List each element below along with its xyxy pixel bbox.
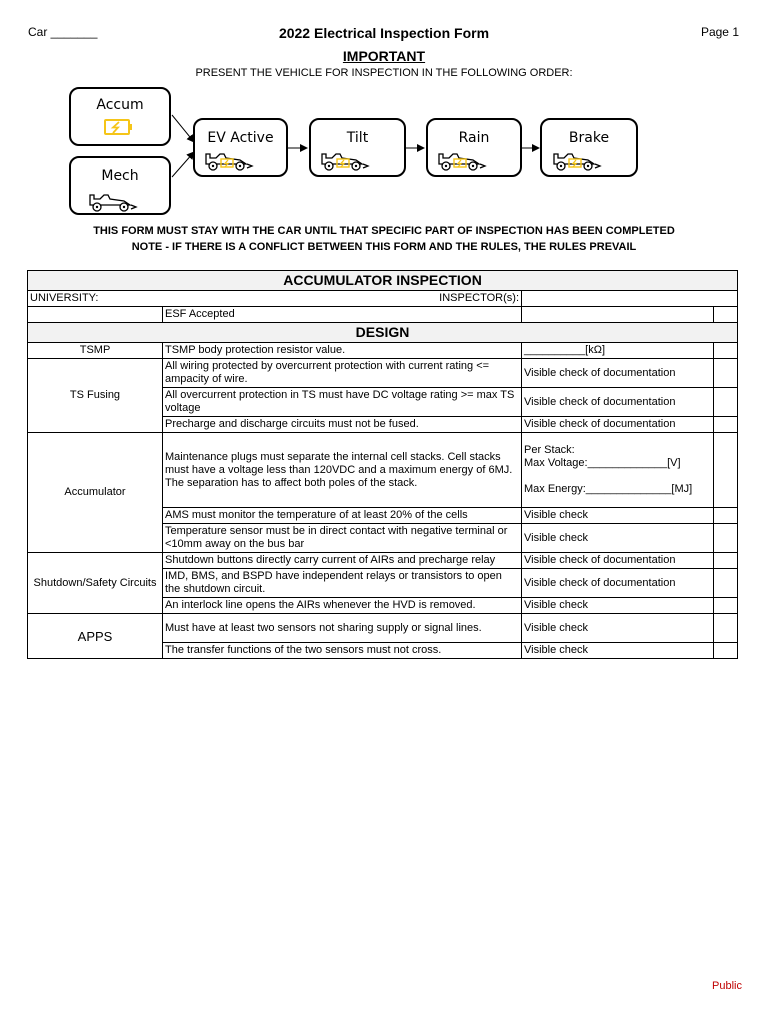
- per-stack-fields[interactable]: [522, 433, 714, 508]
- important-heading: IMPORTANT: [342, 48, 426, 64]
- check-method: Visible check: [522, 643, 714, 659]
- check-method: Visible check: [522, 524, 714, 553]
- checkbox-cell[interactable]: [714, 614, 738, 643]
- requirement: TSMP body protection resistor value.: [163, 343, 522, 359]
- checkbox-cell[interactable]: [714, 307, 738, 323]
- inspectors-field[interactable]: [522, 291, 738, 307]
- requirement: Shutdown buttons directly carry current of AIRs and precharge relay: [163, 553, 522, 569]
- university-row: [28, 291, 522, 307]
- step-brake: Brake: [540, 118, 638, 177]
- checkbox-cell[interactable]: [714, 598, 738, 614]
- university-label: UNIVERSITY:: [30, 292, 99, 304]
- checkbox-cell[interactable]: [714, 343, 738, 359]
- checkbox-cell[interactable]: [714, 643, 738, 659]
- check-method: Visible check of documentation: [522, 388, 714, 417]
- esf-field[interactable]: [522, 307, 714, 323]
- category-shutdown: Shutdown/Safety Circuits: [28, 553, 163, 614]
- order-instruction: PRESENT THE VEHICLE FOR INSPECTION IN THE FOLLOWING ORDER:: [195, 67, 573, 79]
- check-method: Visible check: [522, 598, 714, 614]
- per-stack-label: Per Stack:: [524, 444, 575, 456]
- requirement: All overcurrent protection in TS must have DC voltage rating >= max TS voltage: [163, 388, 522, 417]
- requirement: All wiring protected by overcurrent protection with current rating <= ampacity of wire.: [163, 359, 522, 388]
- rules-conflict-note: NOTE - IF THERE IS A CONFLICT BETWEEN THIS FORM AND THE RULES, THE RULES PREVAIL: [131, 241, 637, 253]
- requirement: IMD, BMS, and BSPD have independent relays or transistors to open the shutdown circuit.: [163, 569, 522, 598]
- checkbox-cell[interactable]: [714, 359, 738, 388]
- requirement: The transfer functions of the two sensors must not cross.: [163, 643, 522, 659]
- design-heading: DESIGN: [28, 323, 738, 343]
- custody-note: THIS FORM MUST STAY WITH THE CAR UNTIL THAT SPECIFIC PART OF INSPECTION HAS BEEN COMPLETED: [93, 225, 675, 237]
- step-tilt: Tilt: [309, 118, 406, 177]
- checkbox-cell[interactable]: [714, 433, 738, 508]
- requirement: Temperature sensor must be in direct contact with negative terminal or <10mm away on the bus bar: [163, 524, 522, 553]
- step-accum: Accum: [69, 87, 171, 146]
- checkbox-cell[interactable]: [714, 524, 738, 553]
- category-tsmp: TSMP: [28, 343, 163, 359]
- check-method: Visible check: [522, 614, 714, 643]
- max-voltage-field[interactable]: Max Voltage:_____________[V]: [524, 457, 681, 469]
- esf-accepted-label: ESF Accepted: [163, 307, 522, 323]
- requirement: AMS must monitor the temperature of at least 20% of the cells: [163, 508, 522, 524]
- requirement: An interlock line opens the AIRs whenever the HVD is removed.: [163, 598, 522, 614]
- car-number-label: Car _______: [28, 25, 98, 39]
- check-method: Visible check of documentation: [522, 553, 714, 569]
- form-title: 2022 Electrical Inspection Form: [278, 25, 490, 41]
- step-mech: Mech: [69, 156, 171, 215]
- requirement: Precharge and discharge circuits must not be fused.: [163, 417, 522, 433]
- checkbox-cell[interactable]: [714, 508, 738, 524]
- checkbox-cell[interactable]: [714, 553, 738, 569]
- checkbox-cell[interactable]: [714, 569, 738, 598]
- accumulator-inspection-table: [27, 270, 738, 659]
- step-ev-active: EV Active: [193, 118, 288, 177]
- table-title: ACCUMULATOR INSPECTION: [28, 271, 738, 291]
- check-method: Visible check of documentation: [522, 417, 714, 433]
- check-method: Visible check of documentation: [522, 569, 714, 598]
- page-number: Page 1: [700, 25, 739, 39]
- category-accumulator: Accumulator: [28, 433, 163, 553]
- checkbox-cell[interactable]: [714, 417, 738, 433]
- check-method: Visible check: [522, 508, 714, 524]
- inspectors-label: INSPECTOR(s):: [439, 292, 519, 304]
- category-apps: APPS: [28, 614, 163, 659]
- step-rain: Rain: [426, 118, 522, 177]
- category-ts-fusing: TS Fusing: [28, 359, 163, 433]
- check-method[interactable]: __________[kΩ]: [522, 343, 714, 359]
- classification-label: Public: [712, 980, 742, 992]
- requirement: Maintenance plugs must separate the internal cell stacks. Cell stacks must have a voltage less than 120VDC and a maximum energy of 6MJ. The separation has to affect both poles of the stack.: [163, 433, 522, 508]
- checkbox-cell[interactable]: [714, 388, 738, 417]
- max-energy-field[interactable]: Max Energy:______________[MJ]: [524, 483, 693, 495]
- check-method: Visible check of documentation: [522, 359, 714, 388]
- requirement: Must have at least two sensors not sharing supply or signal lines.: [163, 614, 522, 643]
